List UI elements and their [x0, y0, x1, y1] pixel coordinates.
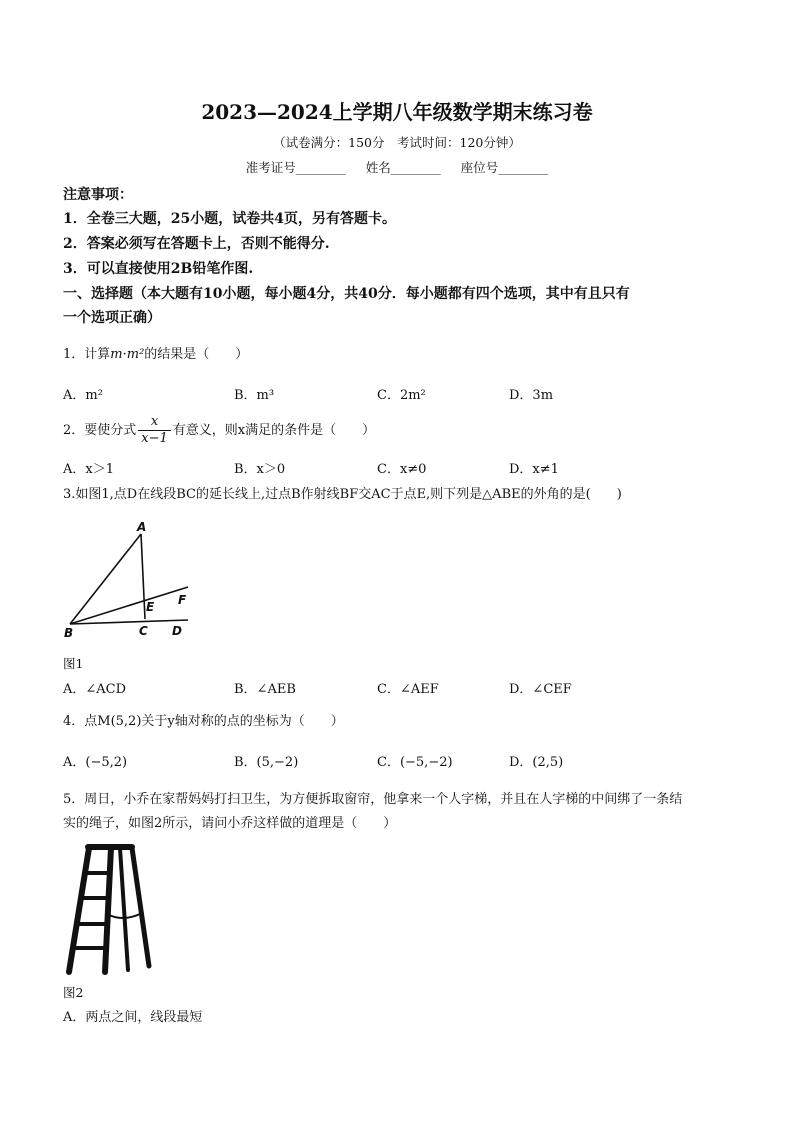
ladder-illustration: [60, 838, 160, 978]
page-title: 2023—2024上学期八年级数学期末练习卷: [201, 100, 593, 124]
q2-option-d: D．x≠1: [509, 462, 559, 477]
q2-option-c: C．x≠0: [377, 462, 427, 477]
question-4: 4．点M(5,2)关于y轴对称的点的坐标为（ ）: [63, 714, 344, 729]
question-5-cont: 实的绳子，如图2所示，请问小乔这样做的道理是（ ）: [63, 816, 397, 831]
q1-option-a: A．m²: [63, 388, 103, 403]
q3-option-a: A．∠ACD: [63, 682, 127, 697]
q2-option-a: A．x＞1: [63, 462, 114, 477]
q2-option-b: B．x＞0: [234, 462, 286, 477]
point-label-e: E: [146, 600, 155, 614]
q1-option-b: B．m³: [234, 388, 275, 403]
q4-option-b: B．(5,−2): [234, 755, 299, 770]
figure-1-geometry: [60, 515, 200, 645]
q1-option-d: D．3m: [509, 388, 554, 403]
note-item: 2．答案必须写在答题卡上，否则不能得分.: [63, 236, 330, 252]
exam-number-field: 准考证号________: [245, 160, 346, 175]
q4-option-a: A．(−5,2): [63, 755, 128, 770]
point-label-c: C: [139, 624, 148, 638]
note-item: 1．全卷三大题，25小题，试卷共4页，另有答题卡。: [63, 211, 396, 227]
question-2: 2．要使分式 $\frac{x}{x-1}$ 有意义，则x满足的条件是（ ）: [63, 414, 376, 446]
q4-option-d: D．(2,5): [509, 755, 564, 770]
question-1: 1．计算m·m²的结果是（ ）: [63, 347, 249, 362]
fraction: $\frac{x}{x-1}$: [138, 414, 171, 447]
point-label-b: B: [64, 626, 74, 640]
notes-heading: 注意事项：: [63, 187, 133, 203]
note-item: 3．可以直接使用2B铅笔作图.: [63, 261, 254, 277]
name-field: 姓名________: [365, 160, 441, 175]
figure-2-caption: 图2: [63, 985, 84, 1000]
point-label-f: F: [178, 593, 187, 607]
q1-option-c: C．2m²: [377, 388, 426, 403]
seat-number-field: 座位号________: [460, 160, 549, 175]
candidate-info-line: [0, 158, 794, 176]
section-heading-cont: 一个选项正确）: [63, 310, 161, 326]
figure-1-caption: 图1: [63, 656, 84, 671]
q5-option-a: A．两点之间，线段最短: [63, 1010, 203, 1025]
q3-option-c: C．∠AEF: [377, 682, 439, 697]
point-label-a: A: [137, 520, 147, 534]
section-heading: 一、选择题（本大题有10小题，每小题4分，共40分．每小题都有四个选项，其中有且只有: [63, 286, 630, 302]
q3-option-d: D．∠CEF: [509, 682, 572, 697]
question-3: 3.如图1,点D在线段BC的延长线上,过点B作射线BF交AC于点E,则下列是△ABE的外角的是( ): [63, 487, 622, 502]
point-label-d: D: [172, 624, 182, 638]
q4-option-c: C．(−5,−2): [377, 755, 453, 770]
exam-info: （试卷满分：150分 考试时间：120分钟）: [273, 135, 521, 150]
question-5: 5．周日，小乔在家帮妈妈打扫卫生，为方便拆取窗帘，他拿来一个人字梯，并且在人字梯的中间绑了一条结: [63, 792, 683, 807]
q3-option-b: B．∠AEB: [234, 682, 296, 697]
math-expression: m·m²: [110, 347, 145, 362]
